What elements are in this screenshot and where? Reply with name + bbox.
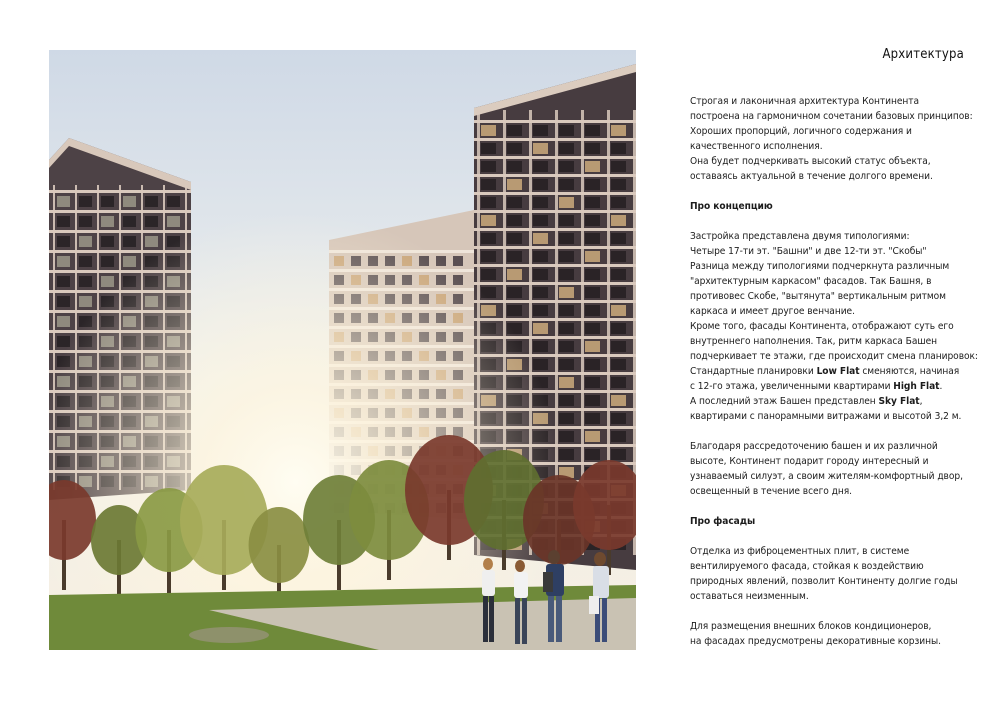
intro-line: Строгая и лаконичная архитектура Континента bbox=[690, 96, 920, 107]
intro-line: качественного исполнения. bbox=[690, 141, 823, 152]
facades-line: вентилируемого фасада, стойкая к воздействию bbox=[690, 561, 924, 572]
intro-line: Хороших пропорций, логичного содержания и bbox=[690, 126, 912, 137]
concept-line: Застройка представлена двумя типологиями: bbox=[690, 231, 910, 242]
concept-line: внутреннего наполнения. Так, ритм каркаса Башен bbox=[690, 336, 938, 347]
high-flat-term: High Flat bbox=[893, 381, 940, 392]
intro-line: Она будет подчеркивать высокий статус объекта, bbox=[690, 156, 931, 167]
facades-line: оставаться неизменным. bbox=[690, 591, 809, 602]
text-column bbox=[690, 94, 990, 649]
silhouette-line: Благодаря рассредоточению башен и их различной bbox=[690, 441, 938, 452]
facades-heading: Про фасады bbox=[690, 516, 756, 527]
silhouette-line: высоте, Континент подарит городу интересный и bbox=[690, 456, 929, 467]
silhouette-line: узнаваемый силуэт, а своим жителям-комфортный двор, bbox=[690, 471, 963, 482]
concept-line: каркаса и имеет другое венчание. bbox=[690, 306, 855, 317]
section-title: Архитектура bbox=[882, 47, 964, 62]
ac-line: на фасадах предусмотрены декоративные корзины. bbox=[690, 636, 941, 647]
architecture-rendering-image bbox=[49, 50, 636, 650]
low-flat-term: Low Flat bbox=[816, 366, 860, 377]
concept-line: "архитектурным каркасом" фасадов. Так Башня, в bbox=[690, 276, 932, 287]
intro-line: оставаясь актуальной в течение долгого времени. bbox=[690, 171, 933, 182]
intro-line: построена на гармоничном сочетании базовых принципов: bbox=[690, 111, 973, 122]
concept-heading: Про концепцию bbox=[690, 201, 773, 212]
concept-line: Разница между типологиями подчеркнута различным bbox=[690, 261, 950, 272]
concept-line: подчеркивает те этажи, где происходит смена планировок: bbox=[690, 351, 978, 362]
concept-line-sky-flat: А последний этаж Башен представлен Sky Flat, bbox=[690, 396, 923, 407]
concept-line: Кроме того, фасады Континента, отображают суть его bbox=[690, 321, 954, 332]
concept-line: Четыре 17-ти эт. "Башни" и две 12-ти эт. "Скобы" bbox=[690, 246, 927, 257]
concept-line-low-flat: Стандартные планировки Low Flat сменяются, начиная bbox=[690, 366, 960, 377]
facades-line: природных явлений, позволит Континенту долгие годы bbox=[690, 576, 958, 587]
ac-line: Для размещения внешних блоков кондиционеров, bbox=[690, 621, 932, 632]
silhouette-line: освещенный в течение всего дня. bbox=[690, 486, 853, 497]
concept-line: квартирами с панорамными витражами и высотой 3,2 м. bbox=[690, 411, 962, 422]
facades-line: Отделка из фиброцементных плит, в системе bbox=[690, 546, 910, 557]
concept-line-high-flat: с 12-го этажа, увеличенными квартирами High Flat. bbox=[690, 381, 943, 392]
concept-line: противовес Скобе, "вытянута" вертикальным ритмом bbox=[690, 291, 946, 302]
rendering-svg bbox=[49, 50, 636, 650]
sky-flat-term: Sky Flat bbox=[878, 396, 920, 407]
